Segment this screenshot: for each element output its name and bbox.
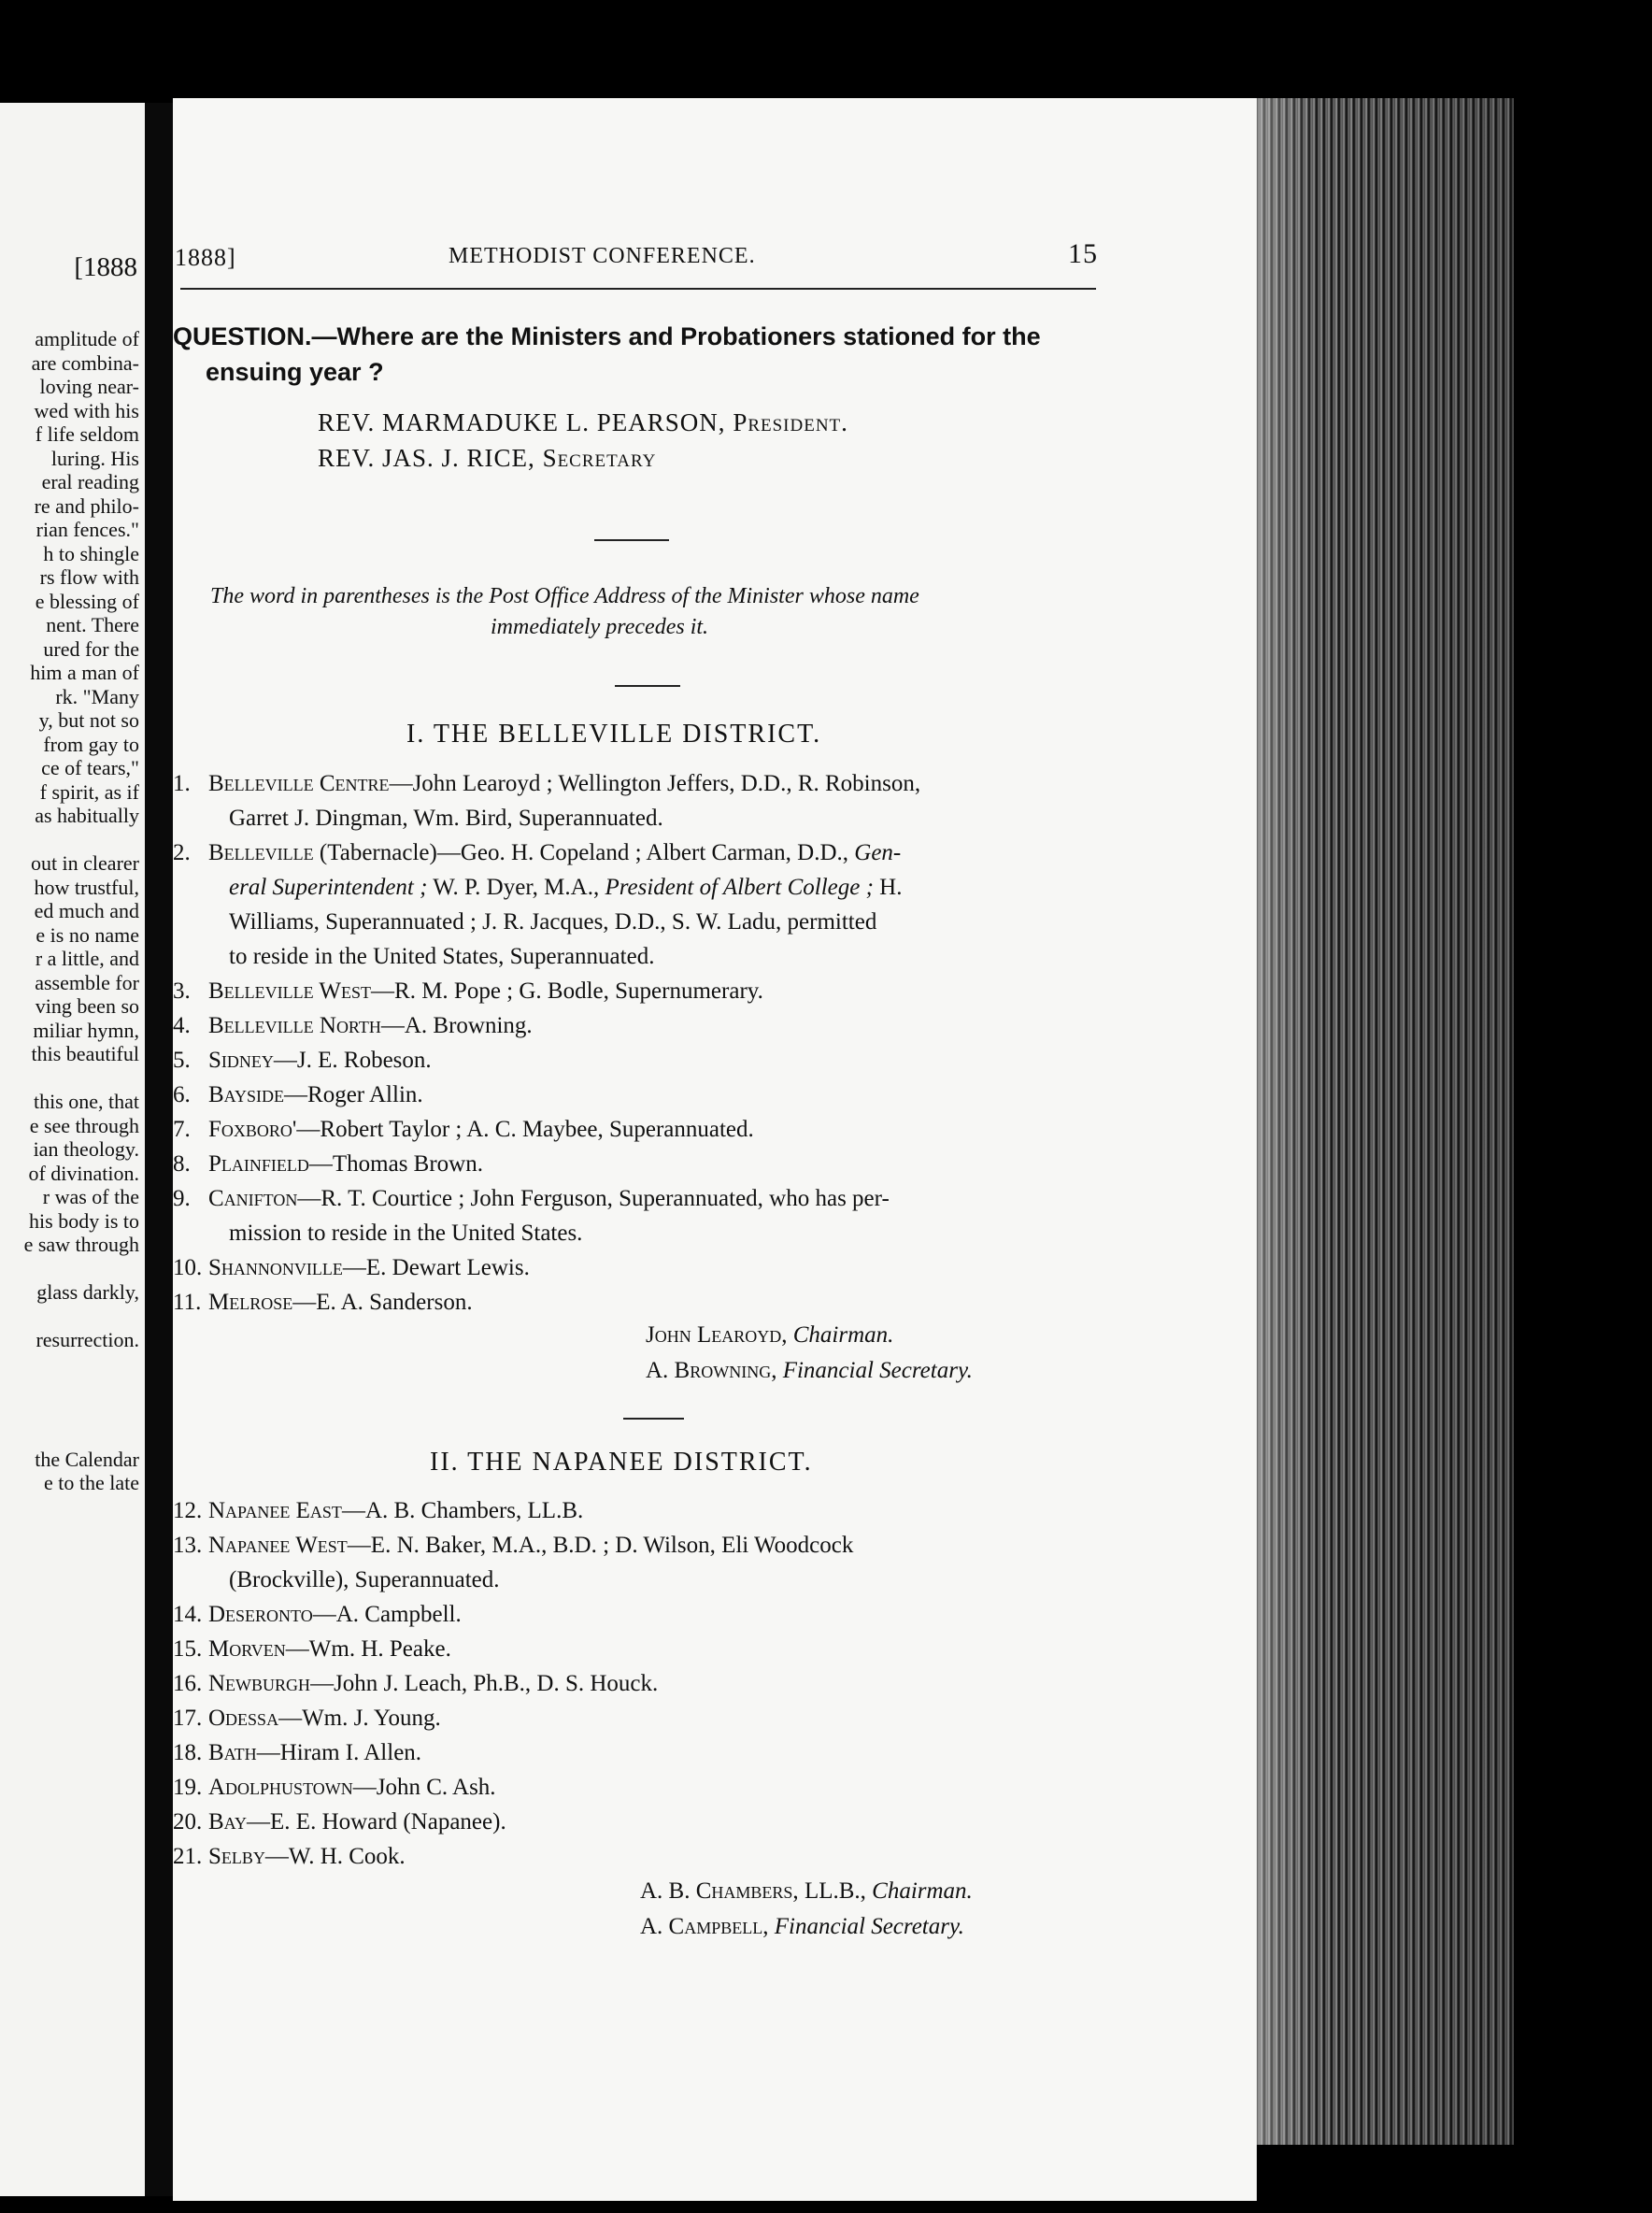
left-page-line: resurrection. xyxy=(36,1328,139,1351)
station-place: Selby xyxy=(208,1844,265,1869)
station-entry xyxy=(173,1602,462,1628)
divider-1 xyxy=(594,539,669,541)
station-place: Sidney xyxy=(208,1048,274,1073)
station-number: 10. xyxy=(173,1255,203,1280)
left-page-line: loving near- xyxy=(39,375,139,398)
book-page-edges-shade xyxy=(1233,98,1514,2145)
station-ministers: (Tabernacle)—Geo. H. Copeland ; Albert Carman, D.D., xyxy=(313,840,855,865)
station-place: Belleville West xyxy=(208,978,372,1004)
station-number: 7. xyxy=(173,1117,191,1142)
station-number: 6. xyxy=(173,1082,191,1107)
station-ministers: —John C. Ash. xyxy=(352,1775,496,1800)
station-entry xyxy=(173,1636,451,1663)
station-entry xyxy=(173,1082,423,1108)
station-entry xyxy=(173,978,763,1005)
district-1-chairman-title: Chairman. xyxy=(792,1322,894,1348)
station-place: Adolphustown xyxy=(208,1775,353,1800)
left-page-line: r was of the xyxy=(42,1185,139,1208)
left-page-line: ian theology. xyxy=(33,1137,139,1161)
president-line xyxy=(318,408,848,437)
station-ministers: —Thomas Brown. xyxy=(308,1151,483,1177)
station-number: 11. xyxy=(173,1290,202,1315)
left-page-line: the Calendar xyxy=(35,1447,139,1471)
station-number: 18. xyxy=(173,1740,203,1765)
district-1-chairman xyxy=(646,1322,893,1349)
left-page-line: e see through xyxy=(29,1113,139,1137)
left-facing-page xyxy=(0,103,145,2196)
station-entry xyxy=(173,1533,853,1559)
station-continuation: (Brockville), Superannuated. xyxy=(229,1567,500,1592)
station-place: Bath xyxy=(208,1740,257,1765)
station-entry xyxy=(173,1740,421,1766)
station-entry xyxy=(173,1013,533,1039)
station-number: 16. xyxy=(173,1671,203,1696)
station-entry xyxy=(229,1221,582,1247)
station-ministers: —Robert Taylor ; A. C. Maybee, Superannuated. xyxy=(296,1117,754,1142)
station-ministers: —J. E. Robeson. xyxy=(273,1048,432,1073)
left-page-line: rs flow with xyxy=(39,565,139,589)
station-number: 19. xyxy=(173,1775,203,1800)
note-line-1: The word in parentheses is the Post Office Address of the Minister whose name xyxy=(210,584,919,608)
left-page-line: miliar hymn, xyxy=(33,1018,139,1042)
station-place: Odessa xyxy=(208,1706,279,1731)
station-ministers: —R. M. Pope ; G. Bodle, Supernumerary. xyxy=(371,978,763,1004)
station-ministers: —A. B. Chambers, LL.B. xyxy=(341,1498,584,1523)
station-entry xyxy=(173,1290,473,1316)
left-page-line: this one, that xyxy=(33,1090,139,1113)
station-entry xyxy=(173,1048,432,1074)
question-line-2: ensuing year ? xyxy=(206,358,384,386)
left-page-line: as habitually xyxy=(35,804,139,827)
left-page-line: wed with his xyxy=(34,398,139,422)
station-number: 20. xyxy=(173,1809,203,1835)
left-page-line: ured for the xyxy=(43,636,139,661)
station-place: Canifton xyxy=(208,1186,298,1211)
left-page-line: r a little, and xyxy=(35,947,139,970)
station-number: 15. xyxy=(173,1636,203,1662)
station-ministers: —Roger Allin. xyxy=(284,1082,423,1107)
station-number: 9. xyxy=(173,1186,191,1211)
station-ministers: —John J. Leach, Ph.B., D. S. Houck. xyxy=(310,1671,659,1696)
left-page-line: of divination. xyxy=(28,1161,139,1185)
secretary-name: REV. JAS. J. RICE, xyxy=(318,444,535,472)
station-place: Napanee East xyxy=(208,1498,342,1523)
station-place: Newburgh xyxy=(208,1671,311,1696)
divider-3 xyxy=(623,1418,684,1420)
station-ministers: —E. A. Sanderson. xyxy=(292,1290,473,1315)
station-italic-text: Gen- xyxy=(854,840,902,865)
station-ministers: —Wm. H. Peake. xyxy=(285,1636,451,1662)
left-page-line: out in clearer xyxy=(30,851,139,875)
secretary-title: Secretary xyxy=(542,444,657,472)
district-2-chairman-degree: LL.B., xyxy=(798,1878,873,1904)
left-page-line: rian fences." xyxy=(36,518,139,541)
left-page-line: amplitude of xyxy=(35,327,139,350)
station-ministers: —John Learoyd ; Wellington Jeffers, D.D., R. Robinson, xyxy=(389,771,921,796)
station-ministers: —E. E. Howard (Napanee). xyxy=(247,1809,506,1835)
header-title: METHODIST CONFERENCE. xyxy=(449,244,756,268)
district-2-chairman xyxy=(640,1878,973,1905)
station-number: 1. xyxy=(173,771,191,796)
station-entry xyxy=(173,1151,483,1178)
station-place: Melrose xyxy=(208,1290,293,1315)
divider-2 xyxy=(615,685,680,687)
station-italic-text: President of Albert College ; xyxy=(605,875,874,900)
left-page-line: this beautiful xyxy=(31,1042,139,1065)
station-continuation: Garret J. Dingman, Wm. Bird, Superannuated. xyxy=(229,806,663,831)
station-entry xyxy=(173,1117,754,1143)
left-page-line: from gay to xyxy=(43,732,139,756)
station-place: Belleville Centre xyxy=(208,771,390,796)
header-year: 1888] xyxy=(175,244,236,271)
left-page-line: f life seldom xyxy=(35,422,139,446)
station-italic-text: eral Superintendent ; xyxy=(229,875,428,900)
station-place: Plainfield xyxy=(208,1151,309,1177)
station-number: 21. xyxy=(173,1844,203,1869)
station-entry xyxy=(229,875,902,901)
left-page-line: are combina- xyxy=(31,350,139,375)
district-2-secretary-title: Financial Secretary. xyxy=(774,1914,964,1939)
station-ministers: —Wm. J. Young. xyxy=(278,1706,441,1731)
station-entry xyxy=(229,944,654,970)
station-number: 17. xyxy=(173,1706,203,1731)
left-page-line: ed much and xyxy=(34,899,139,922)
station-entry xyxy=(173,1844,406,1870)
district-2-chairman-name: A. B. Chambers, xyxy=(640,1878,799,1904)
station-ministers: —Hiram I. Allen. xyxy=(256,1740,422,1765)
station-entry xyxy=(173,1706,441,1732)
left-page-line: him a man of xyxy=(30,661,139,684)
left-page-line: y, but not so xyxy=(38,708,139,732)
station-continuation: Williams, Superannuated ; J. R. Jacques, D.D., S. W. Ladu, permitted xyxy=(229,909,877,935)
header-rule xyxy=(180,288,1096,290)
station-place: Belleville North xyxy=(208,1013,381,1038)
station-place: Bay xyxy=(208,1809,248,1835)
left-page-line: e saw through xyxy=(23,1233,139,1256)
main-page xyxy=(173,98,1257,2201)
station-number: 14. xyxy=(173,1602,203,1627)
station-continuation: mission to reside in the United States. xyxy=(229,1221,583,1246)
left-page-line: e is no name xyxy=(36,922,139,947)
station-entry xyxy=(173,1809,506,1835)
president-title: President. xyxy=(733,408,848,436)
station-entry xyxy=(229,909,876,935)
station-number: 13. xyxy=(173,1533,203,1558)
left-page-line: glass darkly, xyxy=(36,1280,139,1304)
left-page-line: f spirit, as if xyxy=(39,779,139,804)
station-entry xyxy=(173,1498,583,1524)
station-place: Morven xyxy=(208,1636,286,1662)
station-entry xyxy=(173,1775,496,1801)
station-entry xyxy=(229,806,663,832)
left-page-line: re and philo- xyxy=(34,493,139,518)
book-gutter xyxy=(145,103,173,2196)
left-page-line: ce of tears," xyxy=(41,756,139,779)
station-place: Bayside xyxy=(208,1082,285,1107)
left-page-line: nent. There xyxy=(46,613,139,636)
left-page-line: e to the late xyxy=(43,1471,139,1494)
station-ministers: —A. Campbell. xyxy=(312,1602,462,1627)
station-entry xyxy=(173,771,920,797)
station-entry xyxy=(173,1186,890,1212)
president-name: REV. MARMADUKE L. PEARSON, xyxy=(318,408,726,436)
left-page-line: assemble for xyxy=(35,970,139,994)
station-number: 5. xyxy=(173,1048,191,1073)
note-line-2: immediately precedes it. xyxy=(491,615,709,639)
station-entry xyxy=(173,1671,658,1697)
station-ministers: —W. H. Cook. xyxy=(264,1844,406,1869)
station-place: Foxboro' xyxy=(208,1117,297,1142)
station-number: 2. xyxy=(173,840,191,865)
question-line-1: QUESTION.—Where are the Ministers and Probationers stationed for the xyxy=(173,322,1041,350)
left-page-line: how trustful, xyxy=(34,875,139,899)
page-number: 15 xyxy=(1068,238,1098,269)
station-place: Shannonville xyxy=(208,1255,343,1280)
station-entry xyxy=(229,1567,500,1593)
district-2-secretary-name: A. Campbell, xyxy=(640,1914,769,1939)
left-page-line: luring. His xyxy=(50,446,139,470)
left-page-line: rk. "Many xyxy=(55,684,139,708)
station-place: Belleville xyxy=(208,840,314,865)
station-place: Napanee West xyxy=(208,1533,348,1558)
left-page-line: h to shingle xyxy=(43,541,139,565)
station-ministers: —R. T. Courtice ; John Ferguson, Superannuated, who has per- xyxy=(297,1186,890,1211)
district-1-title: I. THE BELLEVILLE DISTRICT. xyxy=(406,720,822,749)
district-1-chairman-name: John Learoyd, xyxy=(646,1322,788,1348)
station-number: 12. xyxy=(173,1498,203,1523)
district-1-secretary-title: Financial Secretary. xyxy=(782,1358,973,1383)
station-place: Deseronto xyxy=(208,1602,313,1627)
district-2-title: II. THE NAPANEE DISTRICT. xyxy=(430,1448,813,1477)
station-ministers: —E. N. Baker, M.A., B.D. ; D. Wilson, Eli Woodcock xyxy=(347,1533,854,1558)
left-page-line: his body is to xyxy=(29,1208,139,1233)
left-page-line: eral reading xyxy=(41,470,139,493)
station-tail: H. xyxy=(873,875,903,900)
station-ministers: —E. Dewart Lewis. xyxy=(342,1255,530,1280)
station-number: 4. xyxy=(173,1013,191,1038)
station-entry xyxy=(173,1255,530,1281)
district-1-secretary xyxy=(646,1358,973,1384)
district-2-secretary xyxy=(640,1914,964,1940)
district-2-chairman-title: Chairman. xyxy=(872,1878,973,1904)
secretary-line xyxy=(318,444,656,473)
station-ministers: —A. Browning. xyxy=(380,1013,533,1038)
left-page-line: ving been so xyxy=(35,994,139,1018)
left-page-header: [1888 xyxy=(74,252,137,282)
district-1-secretary-name: A. Browning, xyxy=(646,1358,777,1383)
station-continuation: to reside in the United States, Superannuated. xyxy=(229,944,655,969)
left-page-line: e blessing of xyxy=(35,589,139,613)
station-number: 3. xyxy=(173,978,191,1004)
station-ministers: W. P. Dyer, M.A., xyxy=(427,875,605,900)
station-number: 8. xyxy=(173,1151,191,1177)
station-entry xyxy=(173,840,901,866)
